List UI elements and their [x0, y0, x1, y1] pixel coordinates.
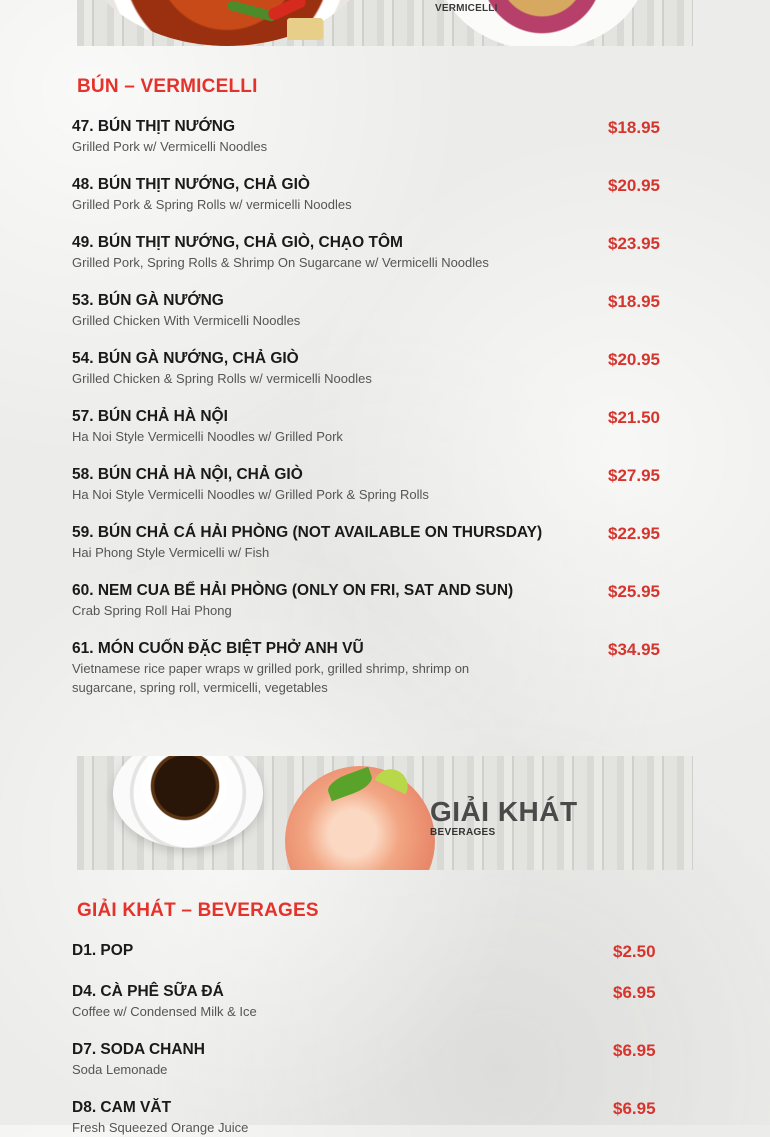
menu-item-price: $20.95: [608, 350, 660, 369]
menu-item-description: Grilled Pork w/ Vermicelli Noodles: [72, 139, 268, 154]
menu-item-name: D7. SODA CHANH: [72, 1041, 205, 1058]
menu-item: [72, 175, 672, 214]
menu-item-name: 59. BÚN CHẢ CÁ HẢI PHÒNG (NOT AVAILABLE ON THURSDAY): [72, 524, 543, 541]
menu-item: [72, 941, 672, 961]
menu-item-description: Hai Phong Style Vermicelli w/ Fish: [72, 545, 270, 560]
menu-item-name: D4. CÀ PHÊ SỮA ĐÁ: [72, 983, 224, 1000]
menu-item: [72, 523, 672, 562]
menu-item-description: Soda Lemonade: [72, 1062, 168, 1077]
menu-item-name: 57. BÚN CHẢ HÀ NỘI: [72, 408, 228, 425]
menu-item-price: $20.95: [608, 176, 660, 195]
menu-item-name: D8. CAM VĂT: [72, 1099, 172, 1116]
menu-item: [72, 233, 672, 272]
menu-item-price: $6.95: [613, 983, 656, 1002]
menu-item-description: Ha Noi Style Vermicelli Noodles w/ Grilled Pork: [72, 429, 343, 444]
menu-item-price: $34.95: [608, 640, 660, 659]
menu-item-description: Grilled Pork & Spring Rolls w/ vermicelli Noodles: [72, 197, 352, 212]
menu-item-price: $25.95: [608, 582, 660, 601]
vermicelli-banner-label: VERMICELLI: [435, 3, 498, 14]
menu-item-description: Coffee w/ Condensed Milk & Ice: [72, 1004, 257, 1019]
menu-item: [72, 465, 672, 504]
menu-item-price: $18.95: [608, 292, 660, 311]
beverages-banner-title: GIẢI KHÁT: [430, 796, 578, 827]
section-title-beverages: GIẢI KHÁT – BEVERAGES: [77, 900, 319, 921]
menu-item: [72, 117, 672, 156]
menu-item-description: Vietnamese rice paper wraps w grilled pork, grilled shrimp, shrimp on sugarcane, spring roll, vermicelli, vegetables: [72, 661, 470, 695]
tofu-garnish: [287, 18, 323, 40]
menu-item-description: Grilled Chicken With Vermicelli Noodles: [72, 313, 301, 328]
menu-item-name: 61. MÓN CUỐN ĐẶC BIỆT PHỞ ANH VŨ: [72, 640, 364, 657]
menu-item-price: $18.95: [608, 118, 660, 137]
menu-item-description: Grilled Pork, Spring Rolls & Shrimp On Sugarcane w/ Vermicelli Noodles: [72, 255, 489, 270]
menu-item-price: $6.95: [613, 1099, 656, 1118]
menu-item-name: 49. BÚN THỊT NƯỚNG, CHẢ GIÒ, CHẠO TÔM: [72, 234, 403, 251]
menu-item-description: Crab Spring Roll Hai Phong: [72, 603, 232, 618]
menu-item-description: Ha Noi Style Vermicelli Noodles w/ Grilled Pork & Spring Rolls: [72, 487, 429, 502]
menu-item-price: $23.95: [608, 234, 660, 253]
menu-item: [72, 982, 672, 1021]
vermicelli-banner-image: [77, 0, 693, 46]
menu-item: [72, 639, 672, 697]
menu-item-name: 60. NEM CUA BỂ HẢI PHÒNG (ONLY ON FRI, SAT AND SUN): [72, 582, 514, 599]
menu-item: [72, 581, 672, 620]
menu-item-name: D1. POP: [72, 942, 134, 959]
section-title-vermicelli: BÚN – VERMICELLI: [77, 76, 258, 97]
menu-item-price: $22.95: [608, 524, 660, 543]
menu-item: [72, 1040, 672, 1079]
menu-item-description: Fresh Squeezed Orange Juice: [72, 1120, 249, 1135]
menu-item: [72, 291, 672, 330]
menu-item-name: 47. BÚN THỊT NƯỚNG: [72, 118, 236, 135]
menu-item-price: $6.95: [613, 1041, 656, 1060]
menu-item-price: $2.50: [613, 942, 656, 961]
menu-item-name: 54. BÚN GÀ NƯỚNG, CHẢ GIÒ: [72, 350, 299, 367]
menu-item-price: $21.50: [608, 408, 660, 427]
menu-item: [72, 1098, 672, 1137]
menu-item-name: 48. BÚN THỊT NƯỚNG, CHẢ GIÒ: [72, 176, 310, 193]
menu-item-name: 58. BÚN CHẢ HÀ NỘI, CHẢ GIÒ: [72, 466, 303, 483]
menu-item-price: $27.95: [608, 466, 660, 485]
menu-item-description: Grilled Chicken & Spring Rolls w/ vermicelli Noodles: [72, 371, 372, 386]
menu-item: [72, 407, 672, 446]
menu-item: [72, 349, 672, 388]
beverages-banner-subtitle: BEVERAGES: [430, 827, 496, 838]
menu-item-name: 53. BÚN GÀ NƯỚNG: [72, 292, 224, 309]
beverages-banner-image: [77, 756, 693, 870]
